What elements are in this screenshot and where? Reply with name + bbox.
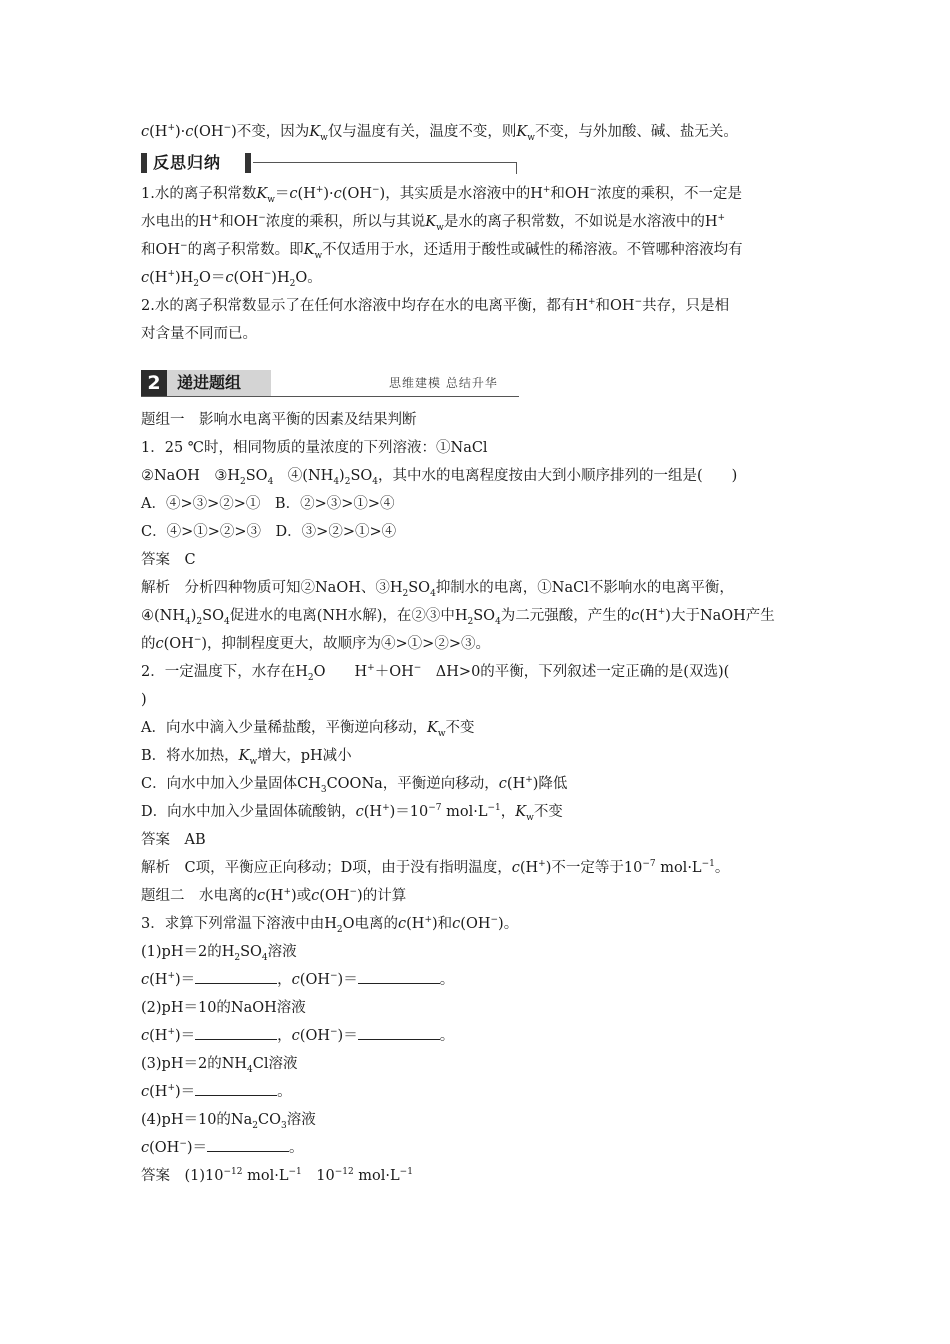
text: ，: [500, 804, 516, 820]
text: 10: [301, 1168, 335, 1184]
text: SO: [408, 580, 431, 596]
q3-part3-blank: [141, 1078, 811, 1106]
reflect-p1-line4: [141, 264, 811, 292]
header-bar-left: [141, 153, 147, 173]
q3-part1: [141, 938, 811, 966]
text: 溶液: [267, 944, 297, 960]
text: SO: [350, 468, 373, 484]
text: 和OH: [550, 186, 590, 202]
q3-part2-blanks: [141, 1022, 811, 1050]
q3-part4: [141, 1106, 811, 1134]
text: (1)pH＝2的H: [141, 944, 235, 960]
var-K: K: [425, 214, 437, 230]
text: (4)pH＝10的Na: [141, 1112, 253, 1128]
var-c: c: [141, 124, 150, 140]
text: ): [339, 468, 345, 484]
q3-part1-blanks: [141, 966, 811, 994]
text: (OH: [341, 186, 372, 202]
sup: +: [525, 775, 533, 786]
sup: +: [424, 915, 432, 926]
sub: 4: [495, 616, 501, 627]
var-K: K: [309, 124, 321, 140]
q1-explanation-line1: [141, 574, 811, 602]
q2-option-c: [141, 770, 811, 798]
sup: +: [587, 297, 596, 308]
sup: −: [263, 269, 272, 280]
var-c: c: [291, 972, 300, 988]
text: (H: [406, 916, 425, 932]
sup: −7: [428, 803, 442, 814]
sub: 4: [247, 1064, 253, 1075]
text: )H: [174, 270, 194, 286]
var-c: c: [141, 1084, 150, 1100]
sub: 2: [196, 616, 203, 627]
text: )·: [323, 186, 334, 202]
sup: +: [315, 185, 324, 196]
sup: −: [589, 185, 597, 196]
text: )，其实质是水溶液中的H: [379, 186, 543, 202]
reflection-title: 反思归纳: [153, 153, 222, 172]
text: (H: [297, 186, 316, 202]
section-subtitle: 思维建模 总结升华: [389, 376, 498, 390]
var-c: c: [311, 888, 320, 904]
sup: −: [223, 123, 232, 134]
sup: −: [329, 971, 338, 982]
text: (OH: [233, 270, 264, 286]
var-c: c: [185, 124, 194, 140]
header-rule-end: [516, 162, 517, 174]
sup: −1: [487, 803, 501, 814]
sub: 2: [467, 616, 474, 627]
text: 2.水的离子积常数显示了在任何水溶液中均存在水的电离平衡，都有H: [141, 298, 588, 314]
q2-option-a: [141, 714, 811, 742]
sub: w: [437, 728, 446, 739]
sup: +: [167, 971, 175, 982]
answer-blank[interactable]: [358, 1025, 440, 1040]
text: mol·L: [655, 860, 702, 876]
text: )＝: [337, 972, 358, 988]
text: Cl溶液: [252, 1056, 298, 1072]
text: SO: [245, 468, 268, 484]
text: 不变: [533, 804, 563, 820]
sup: +: [657, 607, 666, 618]
sub: w: [320, 132, 328, 143]
var-K: K: [256, 186, 268, 202]
text: C．向水中加入少量固体CH: [141, 776, 321, 792]
var-K: K: [303, 242, 315, 258]
var-c: c: [141, 1140, 150, 1156]
text: ，: [277, 972, 292, 988]
sub: 4: [223, 616, 230, 627]
sup: −: [372, 185, 380, 196]
q2-stem-line2: ): [141, 692, 147, 708]
reflect-p2-line1: [141, 292, 811, 320]
sub: 4: [333, 476, 340, 487]
answer-blank[interactable]: [195, 1081, 277, 1096]
text: )·: [174, 124, 186, 140]
text: ，: [277, 1028, 292, 1044]
text: CO: [257, 1112, 281, 1128]
var-c: c: [398, 916, 407, 932]
text: 1.水的离子积常数: [141, 186, 257, 202]
text: (H: [149, 972, 168, 988]
text: 。: [289, 1140, 304, 1156]
text: COONa，平衡逆向移动，: [326, 776, 499, 792]
text: )不变，因为: [231, 124, 310, 140]
text: 。: [439, 972, 455, 988]
text: )＝: [337, 1028, 358, 1044]
text: 水电出的H: [141, 214, 212, 230]
text: 不变: [445, 720, 475, 736]
q3-stem: [141, 910, 811, 938]
sub: w: [436, 222, 444, 233]
sub: 2: [307, 672, 314, 683]
text: 的离子积常数。即: [187, 242, 304, 258]
text: 3．求算下列常温下溶液中由H: [141, 916, 337, 932]
sub: w: [526, 812, 534, 823]
text: 答案 (1)10: [141, 1168, 224, 1184]
text: ＋OH: [374, 664, 414, 680]
text: 2．一定温度下，水存在H: [141, 664, 308, 680]
var-c: c: [511, 860, 520, 876]
sup: −: [329, 1027, 338, 1038]
text: )的计算: [357, 888, 407, 904]
text: B．将水加热，: [141, 748, 239, 764]
text: SO: [240, 944, 262, 960]
answer-blank[interactable]: [195, 969, 277, 984]
text: ④(NH: [273, 468, 334, 484]
sup: +: [167, 269, 175, 280]
sup: −12: [334, 1167, 354, 1178]
text: )＝: [174, 1028, 196, 1044]
q2-option-b: [141, 742, 811, 770]
group-heading-2: [141, 882, 811, 910]
sub: 4: [185, 616, 191, 627]
sup: −1: [288, 1167, 302, 1178]
text: )＝: [174, 1084, 196, 1100]
var-c: c: [141, 1028, 150, 1044]
answer-blank[interactable]: [195, 1025, 277, 1040]
sup: −: [634, 297, 643, 308]
sup: −1: [399, 1167, 413, 1178]
reflect-p1-line3: [141, 236, 811, 264]
text: (OH: [193, 124, 224, 140]
q1-stem-line1: 1．25 ℃时，相同物质的量浓度的下列溶液：①NaCl: [141, 440, 488, 456]
text: mol·L: [441, 804, 488, 820]
text: (H: [519, 860, 539, 876]
text: 的: [141, 636, 156, 652]
sup: −: [179, 1139, 187, 1150]
text: D．向水中加入少量固体硫酸钠，: [141, 804, 356, 820]
document-page: [141, 110, 811, 1190]
sub: 2: [252, 1120, 258, 1131]
var-c: c: [355, 804, 364, 820]
sup: −: [258, 213, 266, 224]
text: 不变，与外加酸、碱、盐无关。: [534, 124, 738, 140]
text: (OH: [299, 1028, 330, 1044]
sub: w: [527, 132, 535, 143]
sup: +: [211, 213, 220, 224]
answer-blank[interactable]: [207, 1137, 289, 1152]
text: )H: [271, 270, 290, 286]
sub: w: [249, 756, 258, 767]
text: )或: [290, 888, 312, 904]
var-K: K: [516, 124, 528, 140]
text: 共存，只是相: [642, 298, 730, 314]
text: )。: [498, 916, 519, 932]
text: 解析 分析四种物质可知②NaOH、③H: [141, 580, 403, 596]
text: ): [190, 608, 197, 624]
text: (H: [265, 888, 284, 904]
text: 促进水的电离(NH水解)，在②③中H: [229, 608, 468, 624]
section-number: 2: [141, 370, 167, 396]
sub: 2: [240, 476, 246, 487]
text: 不仅适用于水，还适用于酸性或碱性的稀溶液。不管哪种溶液均有: [322, 242, 743, 258]
sub: w: [314, 250, 323, 261]
var-c: c: [155, 636, 164, 652]
text: 和OH: [595, 298, 635, 314]
sup: +: [538, 859, 546, 870]
sup: +: [542, 185, 551, 196]
text: )降低: [532, 776, 568, 792]
sup: −: [180, 241, 188, 252]
q1-options-ab: A．④>③>②>① B．②>③>①>④: [141, 496, 395, 512]
text: (OH: [460, 916, 491, 932]
section-title: 递进题组: [167, 370, 271, 396]
text: (OH: [319, 888, 350, 904]
text: ＝: [274, 186, 290, 202]
q1-answer: 答案 C: [141, 552, 196, 568]
q2-answer: 答案 AB: [141, 832, 206, 848]
q1-options-cd: C．④>①>②>③ D．③>②>①>④: [141, 524, 397, 540]
sup: +: [167, 1027, 175, 1038]
var-c: c: [141, 270, 150, 286]
var-K: K: [238, 748, 250, 764]
sup: −: [490, 915, 499, 926]
var-c: c: [631, 608, 640, 624]
q2-option-d: [141, 798, 811, 826]
var-c: c: [225, 270, 234, 286]
q2-stem-line1: [141, 658, 811, 686]
intro-line: [141, 118, 811, 146]
sup: −1: [701, 859, 715, 870]
text: O＝: [199, 270, 226, 286]
text: (H: [149, 1028, 168, 1044]
text: )＝: [174, 972, 196, 988]
sup: +: [167, 123, 175, 134]
sub: 2: [402, 588, 409, 599]
q1-explanation-line2: [141, 602, 811, 630]
text: SO: [473, 608, 496, 624]
sub: 4: [430, 588, 436, 599]
section-rule: [141, 396, 519, 397]
text: (3)pH＝2的NH: [141, 1056, 248, 1072]
group-heading-1: 题组一 影响水电离平衡的因素及结果判断: [141, 412, 417, 428]
text: )大于NaOH产生: [665, 608, 775, 624]
q1-stem-line2: [141, 462, 811, 490]
text: ΔH>0的平衡，下列叙述一定正确的是(双选)(: [421, 664, 730, 680]
text: O。: [295, 270, 322, 286]
text: A．向水中滴入少量稀盐酸，平衡逆向移动，: [141, 720, 427, 736]
text: O电离的: [342, 916, 398, 932]
section-header: [141, 370, 811, 400]
var-c: c: [141, 972, 150, 988]
header-rule: [253, 162, 517, 163]
text: )＝: [186, 1140, 208, 1156]
text: mol·L: [353, 1168, 400, 1184]
sub: 2: [289, 278, 296, 289]
text: 为二元强酸，产生的: [500, 608, 632, 624]
text: O H: [313, 664, 368, 680]
sub: 2: [234, 952, 241, 963]
sub: 2: [344, 476, 351, 487]
sup: −: [413, 663, 422, 674]
reflection-header: [141, 150, 811, 176]
sub: 3: [320, 784, 327, 795]
sub: w: [267, 194, 275, 205]
q1-explanation-line3: [141, 630, 811, 658]
text: )＝10: [389, 804, 429, 820]
sup: +: [717, 213, 726, 224]
sup: −7: [642, 859, 656, 870]
sub: 2: [336, 924, 343, 935]
text: (H: [149, 1084, 168, 1100]
text: (OH: [299, 972, 330, 988]
text: SO: [202, 608, 224, 624]
text: 抑制水的电离，①NaCl不影响水的电离平衡，: [435, 580, 734, 596]
text: (OH: [163, 636, 194, 652]
sup: +: [283, 887, 291, 898]
text: 和OH: [141, 242, 181, 258]
text: 是水的离子积常数，不如说是水溶液中的H: [443, 214, 718, 230]
var-K: K: [515, 804, 527, 820]
sup: −: [349, 887, 358, 898]
var-c: c: [289, 186, 298, 202]
text: 解析 C项，平衡应正向移动；D项，由于没有指明温度，: [141, 860, 512, 876]
sub: 2: [193, 278, 200, 289]
q3-answer: [141, 1162, 811, 1190]
text: (H: [639, 608, 658, 624]
var-c: c: [291, 1028, 300, 1044]
reflect-p1-line2: [141, 208, 811, 236]
q3-part2: (2)pH＝10的NaOH溶液: [141, 1000, 306, 1016]
sup: +: [167, 1083, 175, 1094]
sub: 3: [280, 1120, 287, 1131]
text: ，其中水的电离程度按由大到小顺序排列的一组是( ): [378, 468, 738, 484]
text: 和OH: [219, 214, 259, 230]
q3-part4-blank: [141, 1134, 811, 1162]
sup: +: [367, 663, 375, 674]
text: 题组二 水电离的: [141, 888, 257, 904]
text: 增大，pH减小: [257, 748, 352, 764]
text: 溶液: [286, 1112, 316, 1128]
q3-part3: [141, 1050, 811, 1078]
reflect-p1-line1: [141, 180, 811, 208]
text: (H: [149, 124, 168, 140]
text: 浓度的乘积，所以与其说: [265, 214, 426, 230]
var-K: K: [426, 720, 438, 736]
text: (H: [506, 776, 526, 792]
text: mol·L: [242, 1168, 289, 1184]
answer-blank[interactable]: [358, 969, 440, 984]
sub: 4: [267, 476, 274, 487]
text: )不一定等于10: [545, 860, 643, 876]
text: ②NaOH ③H: [141, 468, 241, 484]
sub: 4: [372, 476, 379, 487]
text: 。: [714, 860, 730, 876]
text: 仅与温度有关，温度不变，则: [327, 124, 517, 140]
sup: −: [193, 635, 202, 646]
sup: +: [382, 803, 390, 814]
var-c: c: [333, 186, 342, 202]
text: 浓度的乘积，不一定是: [597, 186, 742, 202]
text: (OH: [149, 1140, 180, 1156]
text: )和: [431, 916, 453, 932]
q2-explanation: [141, 854, 811, 882]
text: (H: [363, 804, 383, 820]
text: ④(NH: [141, 608, 185, 624]
var-c: c: [498, 776, 507, 792]
header-bar-right: [245, 153, 251, 173]
text: )，抑制程度更大，故顺序为④>①>②>③。: [201, 636, 490, 652]
text: 。: [277, 1084, 292, 1100]
reflect-p2-line2: 对含量不同而已。: [141, 326, 257, 342]
sub: 4: [261, 952, 268, 963]
text: 。: [439, 1028, 455, 1044]
var-c: c: [257, 888, 266, 904]
var-c: c: [452, 916, 461, 932]
text: (H: [149, 270, 168, 286]
sup: −12: [223, 1167, 243, 1178]
